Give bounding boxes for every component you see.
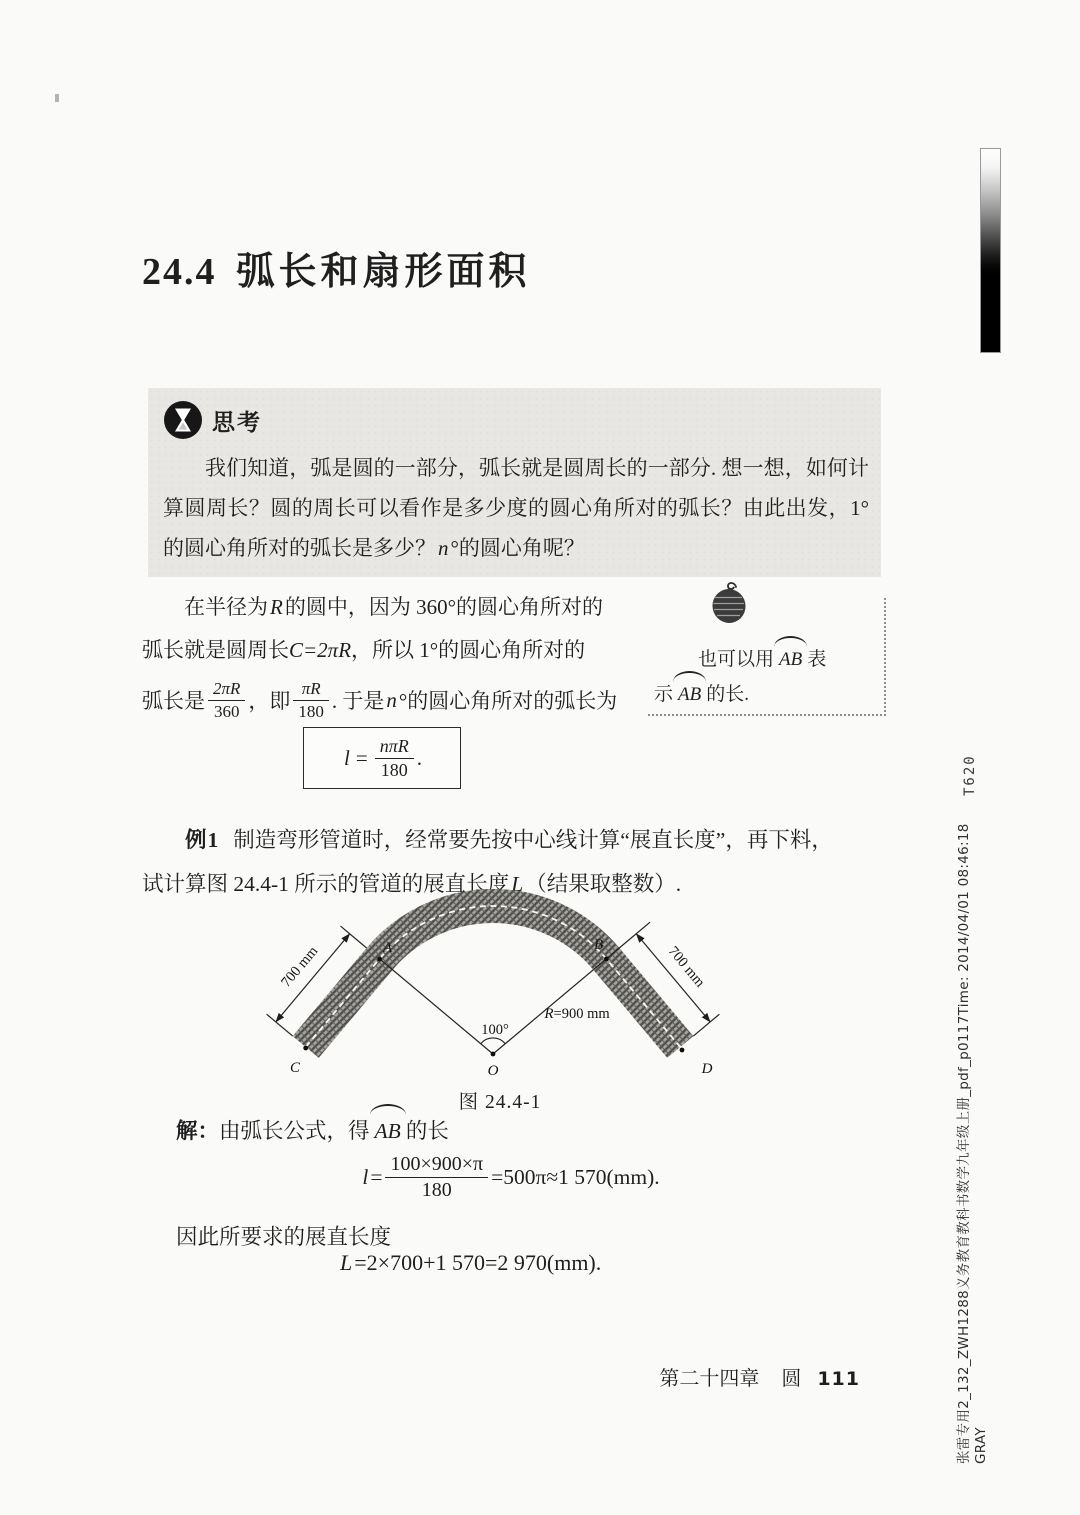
var-l: l xyxy=(362,1164,369,1189)
paragraph-line-1: 在半径为R的圆中，因为 360°的圆心角所对的 xyxy=(184,595,603,619)
label-O: O xyxy=(487,1063,499,1079)
figure-caption: 图 24.4-1 xyxy=(458,1092,542,1113)
extension-tick-A xyxy=(341,926,367,948)
point-O xyxy=(491,1052,496,1057)
think-text: 我们知道，弧是圆的一部分，弧长就是圆周长的一部分. 想一想，如何计算圆周长？圆的周长可以看作是多少度的圆心角所对的弧长？由此出发，1°的圆心角所对的弧长是多少？n°的圆心角呢？ xyxy=(163,456,869,560)
var-L: L xyxy=(511,872,524,896)
pipe-figure xyxy=(255,884,745,1084)
section-number: 24.4 xyxy=(142,251,217,293)
example-line-1: 例1 制造弯形管道时，经常要先按中心线计算“展直长度”，再下料， xyxy=(185,828,833,852)
think-box xyxy=(148,388,881,577)
solution-conclusion-intro: 因此所要求的展直长度 xyxy=(176,1225,392,1249)
think-label: 思考 xyxy=(212,409,262,435)
arc-AB: AB xyxy=(676,677,703,712)
watermark-gray-label: GRAY xyxy=(973,1427,989,1464)
paragraph-line-3: 弧长是 $\frac{2\pi R}{360}$ ，即 $\frac{\pi R}{180}$ . 于是 n °的圆心角所对的弧长为 xyxy=(142,679,618,721)
solution-label: 解： xyxy=(176,1119,220,1143)
margin-note xyxy=(648,598,886,716)
dimension-label-right: 700 mm xyxy=(664,943,708,991)
margin-note-line-1: 也可以用 AB 表 xyxy=(654,642,880,677)
total-length-calculation: L=2×700+1 570=2 970(mm). xyxy=(340,1250,602,1275)
point-A xyxy=(377,957,382,962)
point-D xyxy=(680,1048,685,1053)
fraction-calculation: $\frac{100\times 900\times\pi}{180}$ xyxy=(385,1152,488,1203)
var-n: n xyxy=(438,536,449,560)
var-n: n xyxy=(386,687,397,712)
body-paragraph xyxy=(142,586,672,728)
grayscale-calibration-bar xyxy=(980,148,1001,353)
fraction-npiR-180: $\frac{\text{nπR}}{180}$ xyxy=(375,735,414,781)
paragraph-line-2: 弧长就是圆周长C=2πR，所以 1°的圆心角所对的 xyxy=(142,638,586,662)
scan-watermark xyxy=(956,823,990,1464)
section-title-text: 弧长和扇形面积 xyxy=(236,251,531,293)
angle-label: 100° xyxy=(481,1022,509,1038)
label-D: D xyxy=(701,1061,713,1077)
var-R: R xyxy=(270,595,283,619)
circumference-formula: C=2πR xyxy=(289,638,352,662)
fraction-piR-180: $\frac{\pi R}{180}$ xyxy=(293,678,329,722)
radius-line-OA xyxy=(380,959,493,1054)
footer-page-number: 111 xyxy=(817,1368,860,1390)
fraction-2piR-360: $\frac{2\pi R}{360}$ xyxy=(208,678,245,722)
think-box-header xyxy=(163,399,869,441)
label-C: C xyxy=(289,1060,301,1076)
footer-chapter: 第二十四章 xyxy=(659,1368,760,1390)
point-C xyxy=(303,1046,308,1051)
watermark-line: 张雷专用2_132_ZWH1288义务教育教科书数学九年级上册_pdf_p0117Time: 2014/04/01 08:46:18 xyxy=(956,823,972,1464)
radius-label: R=900 mm xyxy=(544,1006,610,1022)
label-B: B xyxy=(594,937,604,953)
page-title xyxy=(142,240,531,295)
var-l: l xyxy=(344,745,350,770)
dimension-label-left: 700 mm xyxy=(278,943,322,991)
label-A: A xyxy=(383,940,393,956)
footer-section: 圆 xyxy=(781,1368,802,1390)
page-footer xyxy=(560,1362,860,1391)
arc-AB: AB xyxy=(777,642,804,677)
arc-length-calculation: l = $\frac{100\times 900\times\pi}{180}$ =500π≈1 570(mm). xyxy=(362,1152,660,1201)
example-label: 例1 xyxy=(185,828,220,852)
point-B xyxy=(604,957,609,962)
arc-length-formula-box: l = $\frac{\text{nπR}}{180}$ . xyxy=(303,727,461,789)
angle-arc xyxy=(481,1038,506,1044)
arc-AB: AB xyxy=(373,1110,403,1152)
var-L: L xyxy=(340,1250,353,1275)
margin-note-line-2: 示 AB 的长. xyxy=(654,677,880,712)
scanning-speck xyxy=(55,94,59,102)
scan-code: T620 xyxy=(962,754,978,796)
hourglass-icon xyxy=(163,400,203,440)
example-line-2: 试计算图 24.4-1 所示的管道的展直长度L（结果取整数）. xyxy=(142,872,682,896)
solution-intro: 解：由弧长公式，得 AB 的长 xyxy=(176,1110,449,1152)
